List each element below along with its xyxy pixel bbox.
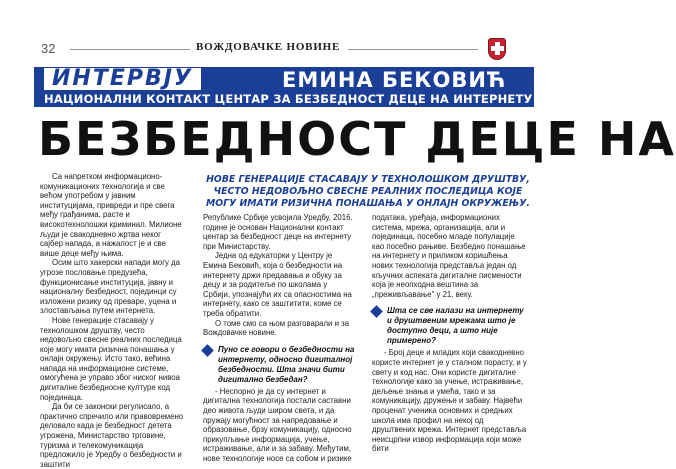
guest-role: НАЦИОНАЛНИ КОНТАКТ ЦЕНТАР ЗА БЕЗБЕДНОСТ ДЕЦЕ НА ИНТЕРНЕТУ (44, 92, 533, 106)
question-text: Пуно се говори о безбедности на интернету, односно дигиталној безбедности. Шта значи бити дигитално безбедан? (218, 344, 355, 384)
question-bullet-icon (201, 344, 214, 357)
question-bullet-icon (370, 305, 383, 318)
header-divider-left (70, 49, 190, 50)
paragraph: података, уређаја, информационих система, мрежа, организација, али и појединаца, посебно младе популације као посебно рањиве. Безбедно понашање на интернету и приликом коришћења нових технологија представља један од кључних аспеката дигиталне писмености која је неопходна вештина за „преживљавање" у 21. веку. (372, 213, 526, 299)
page-number: 32 (41, 41, 56, 56)
publication-name: ВОЖДОВАЧКЕ НОВИНЕ (196, 41, 341, 53)
article-column-2 (203, 213, 355, 463)
interview-question (203, 345, 355, 385)
interview-question (372, 306, 528, 346)
article-column-3 (372, 213, 528, 454)
answer-paragraph: - Број деце и младих који свакодневно користе интернет је у сталном порасту, и у свету и код нас. Они користе дигиталне технологије како за учење, истраживање, дељење знања и умећа, тако и за комуникацију, дружење и забаву. Највећи проценат ученика основних и средњих школа има профил на некој од друштвених мрежа. Интернет представља неисцрпни извор информација који може бити (372, 348, 527, 454)
article-column-1 (40, 172, 186, 469)
article-lead: НОВЕ ГЕНЕРАЦИЈЕ СТАСАВАЈУ У ТЕХНОЛОШКОМ ДРУШТВУ, ЧЕСТО НЕДОВОЉНО СВЕСНЕ РЕАЛНИХ ПОСЛЕДИЦА КОЈЕ МОГУ ИМАТИ РИЗИЧНА ПОНАШАЊА У ОНЛАЈН ОКРУЖЕЊУ. (206, 174, 530, 209)
section-rubric: ИНТЕРВЈУ (44, 68, 201, 90)
paragraph: Нове генерације стасавају у технолошком друштву, често недовољно свесне реалних последица које могу имати ризична понашања у онлајн окружењу. Исто тако, већина напада на информационе системе, омогућена је управо због ниског нивоа дигиталне безбедносне културе код појединаца. (40, 315, 182, 402)
municipal-crest-icon (488, 38, 506, 60)
paragraph: Републике Србије усвојила Уредбу, 2016. године је основан Национални контакт центар за безбедност деце на интернету при Министарству. (203, 213, 353, 251)
paragraph: Са напретком информационо-комуникационих технологија и све већом употребом у јавним институцијама, привреди и пре свега међу грађанима, расте и високотехнолошки криминал. Милионе људи је свакодневно жртва неког сајбер напада, а нажалост је и све више деце међу њима. (40, 172, 182, 258)
header-divider-right (348, 49, 478, 50)
paragraph: О томе смо са њом разговарали и за Вождовачке новине. (203, 318, 350, 338)
paragraph: Осим што хакерски напади могу да угрозе пословање предузећа, функционисање институција, јавну и националну безбедност, појединци су изложени ризику од преваре, уцена и злостављања путем интернета. (40, 258, 180, 316)
paragraph: Једна од едукаторки у Центру је Емина Бековић, која о безбедности на интернету држи предавања и обуку за децу и за родитеље по школама у Србији, упознајући их са опасностима на интернету, како се заштитити, коме се треба обратити. (203, 251, 352, 318)
article-headline: БЕЗБЕДНОСТ ДЕЦЕ НА (38, 112, 676, 166)
guest-name: ЕМИНА БЕКОВИЋ (282, 68, 507, 92)
page-header (0, 0, 534, 62)
paragraph: Да би се законски регулисало, а практично спречило или правовремено деловало када је безбедност детета угрожена, Министарство трговине, туризма и телекомуникација предложило је Уредбу о безбедности и заштити (40, 402, 184, 469)
answer-paragraph: - Неспорно је да су интернет и дигитална технологија постали саставни део живота људи широм света, и да пружају могућност за напредовање и образовање, брзу комуникацију, односно прикупљање информација, учење, истраживање, али и за забаву. Међутим, нове технологије носе са собом и ризике (203, 386, 352, 463)
question-text: Шта се све налази на интернету и друштвеним мрежама што је доступно деци, а што није примерено? (387, 306, 524, 346)
